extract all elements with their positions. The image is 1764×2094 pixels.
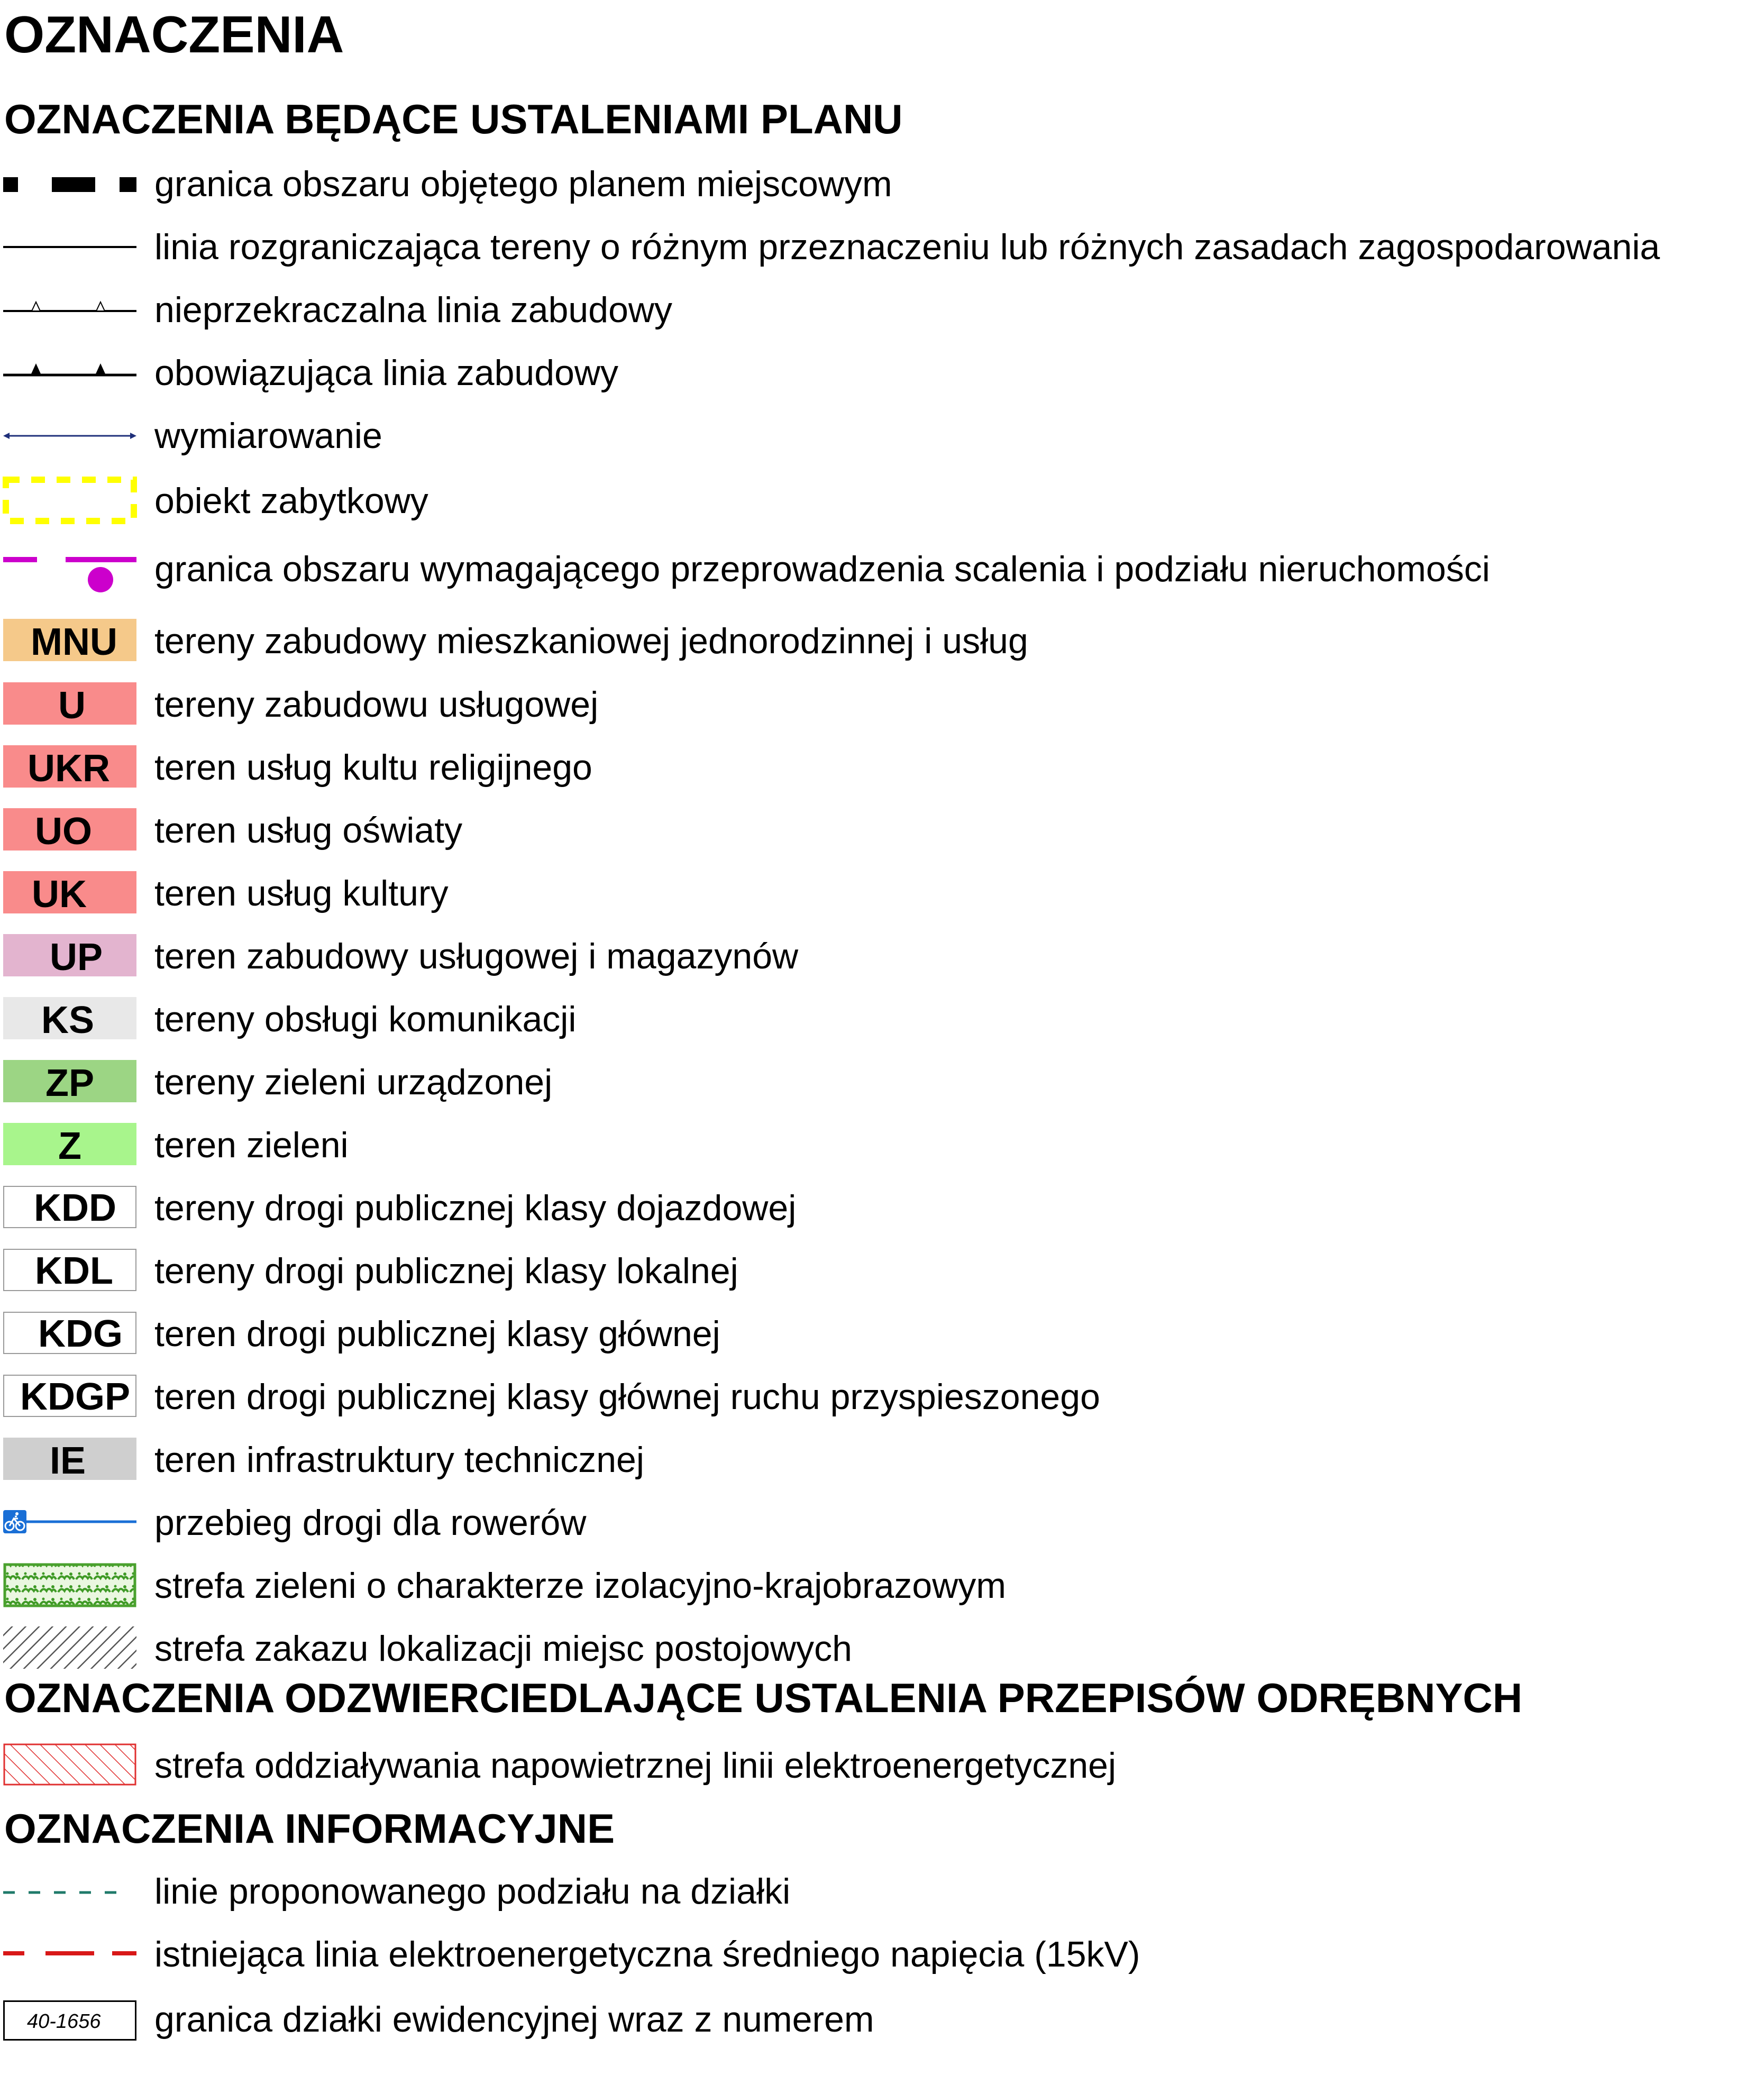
legend-label: tereny drogi publicznej klasy dojazdowej <box>154 1188 797 1228</box>
plan-boundary-line-icon <box>3 159 136 212</box>
zone-code-swatch: Z <box>3 1123 136 1165</box>
section-heading-other-regulations: OZNACZENIA ODZWIERCIEDLAJĄCE USTALENIA PRZEPISÓW ODRĘBNYCH <box>4 1675 1523 1721</box>
parcel-number: 40-1656 <box>27 2010 101 2033</box>
legend-row-U <box>0 677 1764 730</box>
section-heading-informational: OZNACZENIA INFORMACYJNE <box>4 1805 615 1852</box>
legend-row-UK <box>0 866 1764 919</box>
legend-label: teren usług oświaty <box>154 810 463 851</box>
zone-code-swatch: MNU <box>3 619 136 661</box>
red-hatch-swatch <box>3 1738 136 1791</box>
legend-row-plan-boundary <box>0 159 1764 212</box>
zone-code-swatch: UK <box>3 871 136 913</box>
open-triangle-line-icon <box>3 285 136 337</box>
legend-row-bicycle-route <box>0 1495 1764 1548</box>
section-heading-plan: OZNACZENIA BĘDĄCE USTALENIAMI PLANU <box>4 96 903 142</box>
legend-row-KDGP <box>0 1369 1764 1422</box>
legend-row-MNU <box>0 614 1764 666</box>
legend-row-UP <box>0 929 1764 982</box>
grey-hatch-swatch <box>3 1621 136 1674</box>
legend-row-power-line-zone <box>0 1738 1764 1791</box>
legend-row-nonexceedable-building-line <box>0 285 1764 337</box>
teal-dashed-line-icon <box>3 1866 136 1919</box>
legend-row-dimensioning <box>0 410 1764 463</box>
green-pattern-swatch <box>3 1558 136 1611</box>
legend-row-parcel-division <box>0 1866 1764 1919</box>
zone-code-swatch: ZP <box>3 1060 136 1102</box>
legend-title: OZNACZENIA <box>4 5 344 63</box>
legend-label: linia rozgraniczająca tereny o różnym przeznaczeniu lub różnych zasadach zagospodarowania <box>154 227 1660 267</box>
legend-row-no-parking-zone <box>0 1621 1764 1674</box>
zone-code-swatch: KS <box>3 997 136 1039</box>
legend-label: linie proponowanego podziału na działki <box>154 1871 791 1912</box>
legend-row-area-boundary <box>0 222 1764 275</box>
zone-code-swatch: KDGP <box>3 1375 136 1417</box>
legend-row-historic-object <box>0 473 1764 526</box>
legend-label: teren drogi publicznej klasy głównej ruchu przyspieszonego <box>154 1377 1100 1417</box>
legend-label: wymiarowanie <box>154 416 382 456</box>
legend-label: teren zieleni <box>154 1125 349 1165</box>
legend-label: teren zabudowy usługowej i magazynów <box>154 936 799 976</box>
legend-row-consolidation-boundary <box>0 544 1764 597</box>
legend-row-KDG <box>0 1306 1764 1359</box>
legend-row-UKR <box>0 740 1764 793</box>
zone-code-swatch: KDG <box>3 1312 136 1354</box>
legend-row-green-isolation-zone <box>0 1558 1764 1611</box>
red-dashed-line-icon <box>3 1929 136 1982</box>
legend-row-parcel-number <box>0 1992 1764 2045</box>
legend-label: teren drogi publicznej klasy głównej <box>154 1314 720 1354</box>
legend-label: tereny obsługi komunikacji <box>154 999 577 1039</box>
legend-label: przebieg drogi dla rowerów <box>154 1503 587 1543</box>
legend-row-KS <box>0 992 1764 1045</box>
thin-solid-line-icon <box>3 222 136 275</box>
legend-label: tereny zieleni urządzonej <box>154 1062 553 1102</box>
legend-label: granica obszaru objętego planem miejscowym <box>154 164 892 204</box>
zone-code-swatch: KDD <box>3 1186 136 1228</box>
legend-row-IE <box>0 1432 1764 1485</box>
legend-label: teren usług kultury <box>154 873 449 913</box>
zone-code-swatch: UP <box>3 934 136 976</box>
legend-label: nieprzekraczalna linia zabudowy <box>154 290 672 330</box>
legend-label: teren usług kultu religijnego <box>154 747 592 788</box>
zone-code-swatch: KDL <box>3 1249 136 1291</box>
historic-object-frame-icon <box>3 473 136 526</box>
zone-code-swatch: UKR <box>3 745 136 788</box>
legend-label: istniejąca linia elektroenergetyczna średniego napięcia (15kV) <box>154 1934 1140 1974</box>
zone-code-swatch: IE <box>3 1438 136 1480</box>
legend-label: strefa zakazu lokalizacji miejsc postojowych <box>154 1629 852 1669</box>
zone-code-swatch: UO <box>3 808 136 851</box>
parcel-number-box <box>3 2000 136 2041</box>
legend-row-existing-power-line <box>0 1929 1764 1982</box>
legend-row-KDD <box>0 1181 1764 1233</box>
legend-label: tereny drogi publicznej klasy lokalnej <box>154 1251 738 1291</box>
legend-label: granica działki ewidencyjnej wraz z numerem <box>154 1999 874 2040</box>
dimension-arrow-icon <box>3 410 136 463</box>
bicycle-icon <box>3 1495 136 1548</box>
legend-label: obiekt zabytkowy <box>154 481 428 521</box>
legend-label: strefa oddziaływania napowietrznej linii elektroenergetycznej <box>154 1745 1117 1786</box>
legend-label: teren infrastruktury technicznej <box>154 1440 644 1480</box>
legend-row-ZP <box>0 1055 1764 1108</box>
filled-triangle-line-icon <box>3 348 136 400</box>
legend-label: strefa zieleni o charakterze izolacyjno-krajobrazowym <box>154 1566 1006 1606</box>
legend-row-Z <box>0 1118 1764 1171</box>
legend-row-UO <box>0 803 1764 856</box>
legend-row-KDL <box>0 1243 1764 1296</box>
legend-label: tereny zabudowy mieszkaniowej jednorodzinnej i usług <box>154 621 1028 661</box>
magenta-dash-dot-icon <box>3 544 136 597</box>
legend-label: tereny zabudowu usługowej <box>154 684 599 725</box>
legend-label: granica obszaru wymagającego przeprowadzenia scalenia i podziału nieruchomości <box>154 549 1490 589</box>
legend-label: obowiązująca linia zabudowy <box>154 353 618 393</box>
legend-row-mandatory-building-line <box>0 348 1764 400</box>
zone-code-swatch: U <box>3 682 136 725</box>
